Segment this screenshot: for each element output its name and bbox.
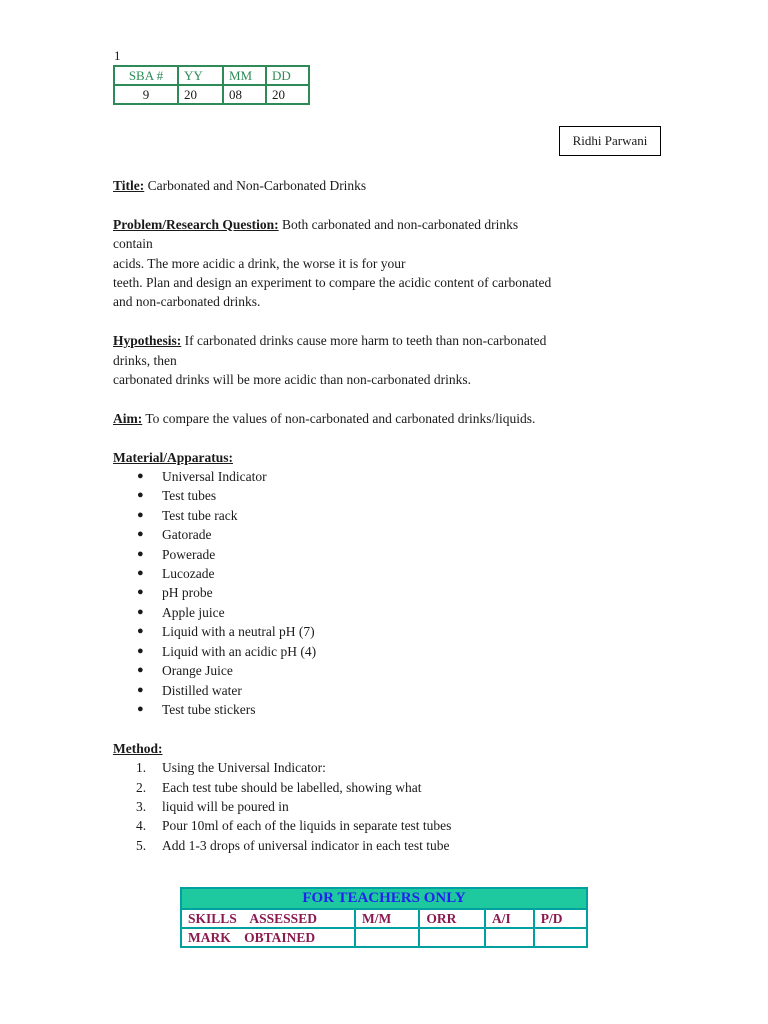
list-item xyxy=(113,836,653,855)
bullet-icon: ● xyxy=(137,683,144,696)
author-name-box: Ridhi Parwani xyxy=(559,126,661,156)
sba-header-row xyxy=(114,66,309,85)
aim-label: Aim: xyxy=(113,410,143,426)
problem-line-3: acids. The more acidic a drink, the worse it is for your xyxy=(113,255,406,271)
bullet-icon: ● xyxy=(137,547,144,560)
material-text: Test tube rack xyxy=(162,507,238,523)
materials-label: Material/Apparatus: xyxy=(113,449,233,465)
list-item xyxy=(113,622,653,641)
problem-line-4: teeth. Plan and design an experiment to compare the acidic content of carbonated xyxy=(113,275,552,291)
skill-pd: P/D xyxy=(534,909,587,928)
problem-line-1: Both carbonated and non-carbonated drinks xyxy=(278,216,519,232)
bullet-icon: ● xyxy=(137,644,144,657)
sba-value-sba: 9 xyxy=(114,85,178,104)
bullet-icon: ● xyxy=(137,470,144,483)
bullet-icon: ● xyxy=(137,489,144,502)
list-item xyxy=(113,758,653,777)
list-item xyxy=(113,467,653,486)
problem-label: Problem/Research Question: xyxy=(113,216,279,232)
list-item xyxy=(113,506,653,525)
list-item xyxy=(113,583,653,602)
sba-value-row xyxy=(114,85,309,104)
title-text: Carbonated and Non-Carbonated Drinks xyxy=(144,178,367,193)
sba-table xyxy=(113,65,310,105)
hypothesis-line-2: drinks, then xyxy=(113,352,177,368)
report-body xyxy=(113,176,653,855)
method-list xyxy=(113,758,653,855)
bullet-icon: ● xyxy=(137,508,144,521)
mark-cell-pd[interactable] xyxy=(534,928,587,947)
skill-orr: ORR xyxy=(419,909,485,928)
list-item xyxy=(113,661,653,680)
list-item xyxy=(113,545,653,564)
sba-value-yy: 20 xyxy=(178,85,223,104)
aim-line xyxy=(113,409,653,428)
material-text: Liquid with an acidic pH (4) xyxy=(162,643,317,659)
bullet-icon: ● xyxy=(137,625,144,638)
step-text: Using the Universal Indicator: xyxy=(162,760,326,776)
bullet-icon: ● xyxy=(137,605,144,618)
material-text: Orange Juice xyxy=(162,663,233,679)
list-item xyxy=(113,778,653,797)
material-text: Test tubes xyxy=(162,488,217,504)
sba-value-mm: 08 xyxy=(223,85,266,104)
material-text: Universal Indicator xyxy=(162,469,267,485)
step-text: Pour 10ml of each of the liquids in separate test tubes xyxy=(162,818,452,834)
problem-line-5: and non-carbonated drinks. xyxy=(113,294,261,310)
aim-text: To compare the values of non-carbonated and carbonated drinks/liquids. xyxy=(142,410,536,426)
material-text: Apple juice xyxy=(162,604,225,620)
sba-header-mm: MM xyxy=(223,66,266,85)
step-number: 5. xyxy=(136,837,147,853)
sba-header-dd: DD xyxy=(266,66,309,85)
marks-row xyxy=(181,928,587,947)
list-item xyxy=(113,486,653,505)
step-text: Each test tube should be labelled, showing what xyxy=(162,779,422,795)
step-number: 3. xyxy=(136,798,147,814)
teachers-title-row xyxy=(181,888,587,909)
step-text: liquid will be poured in xyxy=(162,798,289,814)
bullet-icon: ● xyxy=(137,702,144,715)
bullet-icon: ● xyxy=(137,664,144,677)
bullet-icon: ● xyxy=(137,567,144,580)
material-text: Distilled water xyxy=(162,682,242,698)
step-text: Add 1-3 drops of universal indicator in each test tube xyxy=(162,837,450,853)
list-item xyxy=(113,564,653,583)
skills-assessed-label: SKILLS ASSESSED xyxy=(181,909,355,928)
title-line xyxy=(113,176,653,195)
list-item xyxy=(113,681,653,700)
list-item xyxy=(113,816,653,835)
list-item xyxy=(113,797,653,816)
material-text: Powerade xyxy=(162,546,216,562)
mark-cell-orr[interactable] xyxy=(419,928,485,947)
material-text: Test tube stickers xyxy=(162,701,256,717)
list-item xyxy=(113,603,653,622)
material-text: pH probe xyxy=(162,585,213,601)
bullet-icon: ● xyxy=(137,528,144,541)
material-text: Gatorade xyxy=(162,527,212,543)
material-text: Lucozade xyxy=(162,566,215,582)
skill-mm: M/M xyxy=(355,909,419,928)
title-label: Title: xyxy=(113,178,145,193)
step-number: 2. xyxy=(136,779,147,795)
list-item xyxy=(113,642,653,661)
sba-header-yy: YY xyxy=(178,66,223,85)
method-label: Method: xyxy=(113,740,163,756)
hypothesis-label: Hypothesis: xyxy=(113,333,182,349)
teachers-only-table xyxy=(180,887,588,948)
skills-row xyxy=(181,909,587,928)
sba-value-dd: 20 xyxy=(266,85,309,104)
hypothesis-line-3: carbonated drinks will be more acidic than non-carbonated drinks. xyxy=(113,372,472,388)
materials-list xyxy=(113,467,653,719)
sba-header-sba: SBA # xyxy=(114,66,178,85)
list-item xyxy=(113,700,653,719)
page-number: 1 xyxy=(114,48,121,63)
problem-line-2: contain xyxy=(113,236,153,252)
skill-ai: A/I xyxy=(485,909,534,928)
list-item xyxy=(113,525,653,544)
step-number: 4. xyxy=(136,818,147,834)
hypothesis-line-1: If carbonated drinks cause more harm to teeth than non-carbonated xyxy=(181,333,547,349)
mark-cell-ai[interactable] xyxy=(485,928,534,947)
problem-section xyxy=(113,215,653,312)
material-text: Liquid with a neutral pH (7) xyxy=(162,624,315,640)
step-number: 1. xyxy=(136,760,147,776)
bullet-icon: ● xyxy=(137,586,144,599)
mark-obtained-label: MARK OBTAINED xyxy=(181,928,355,947)
mark-cell-mm[interactable] xyxy=(355,928,419,947)
hypothesis-section xyxy=(113,331,653,389)
teachers-table-title: FOR TEACHERS ONLY xyxy=(181,888,587,909)
